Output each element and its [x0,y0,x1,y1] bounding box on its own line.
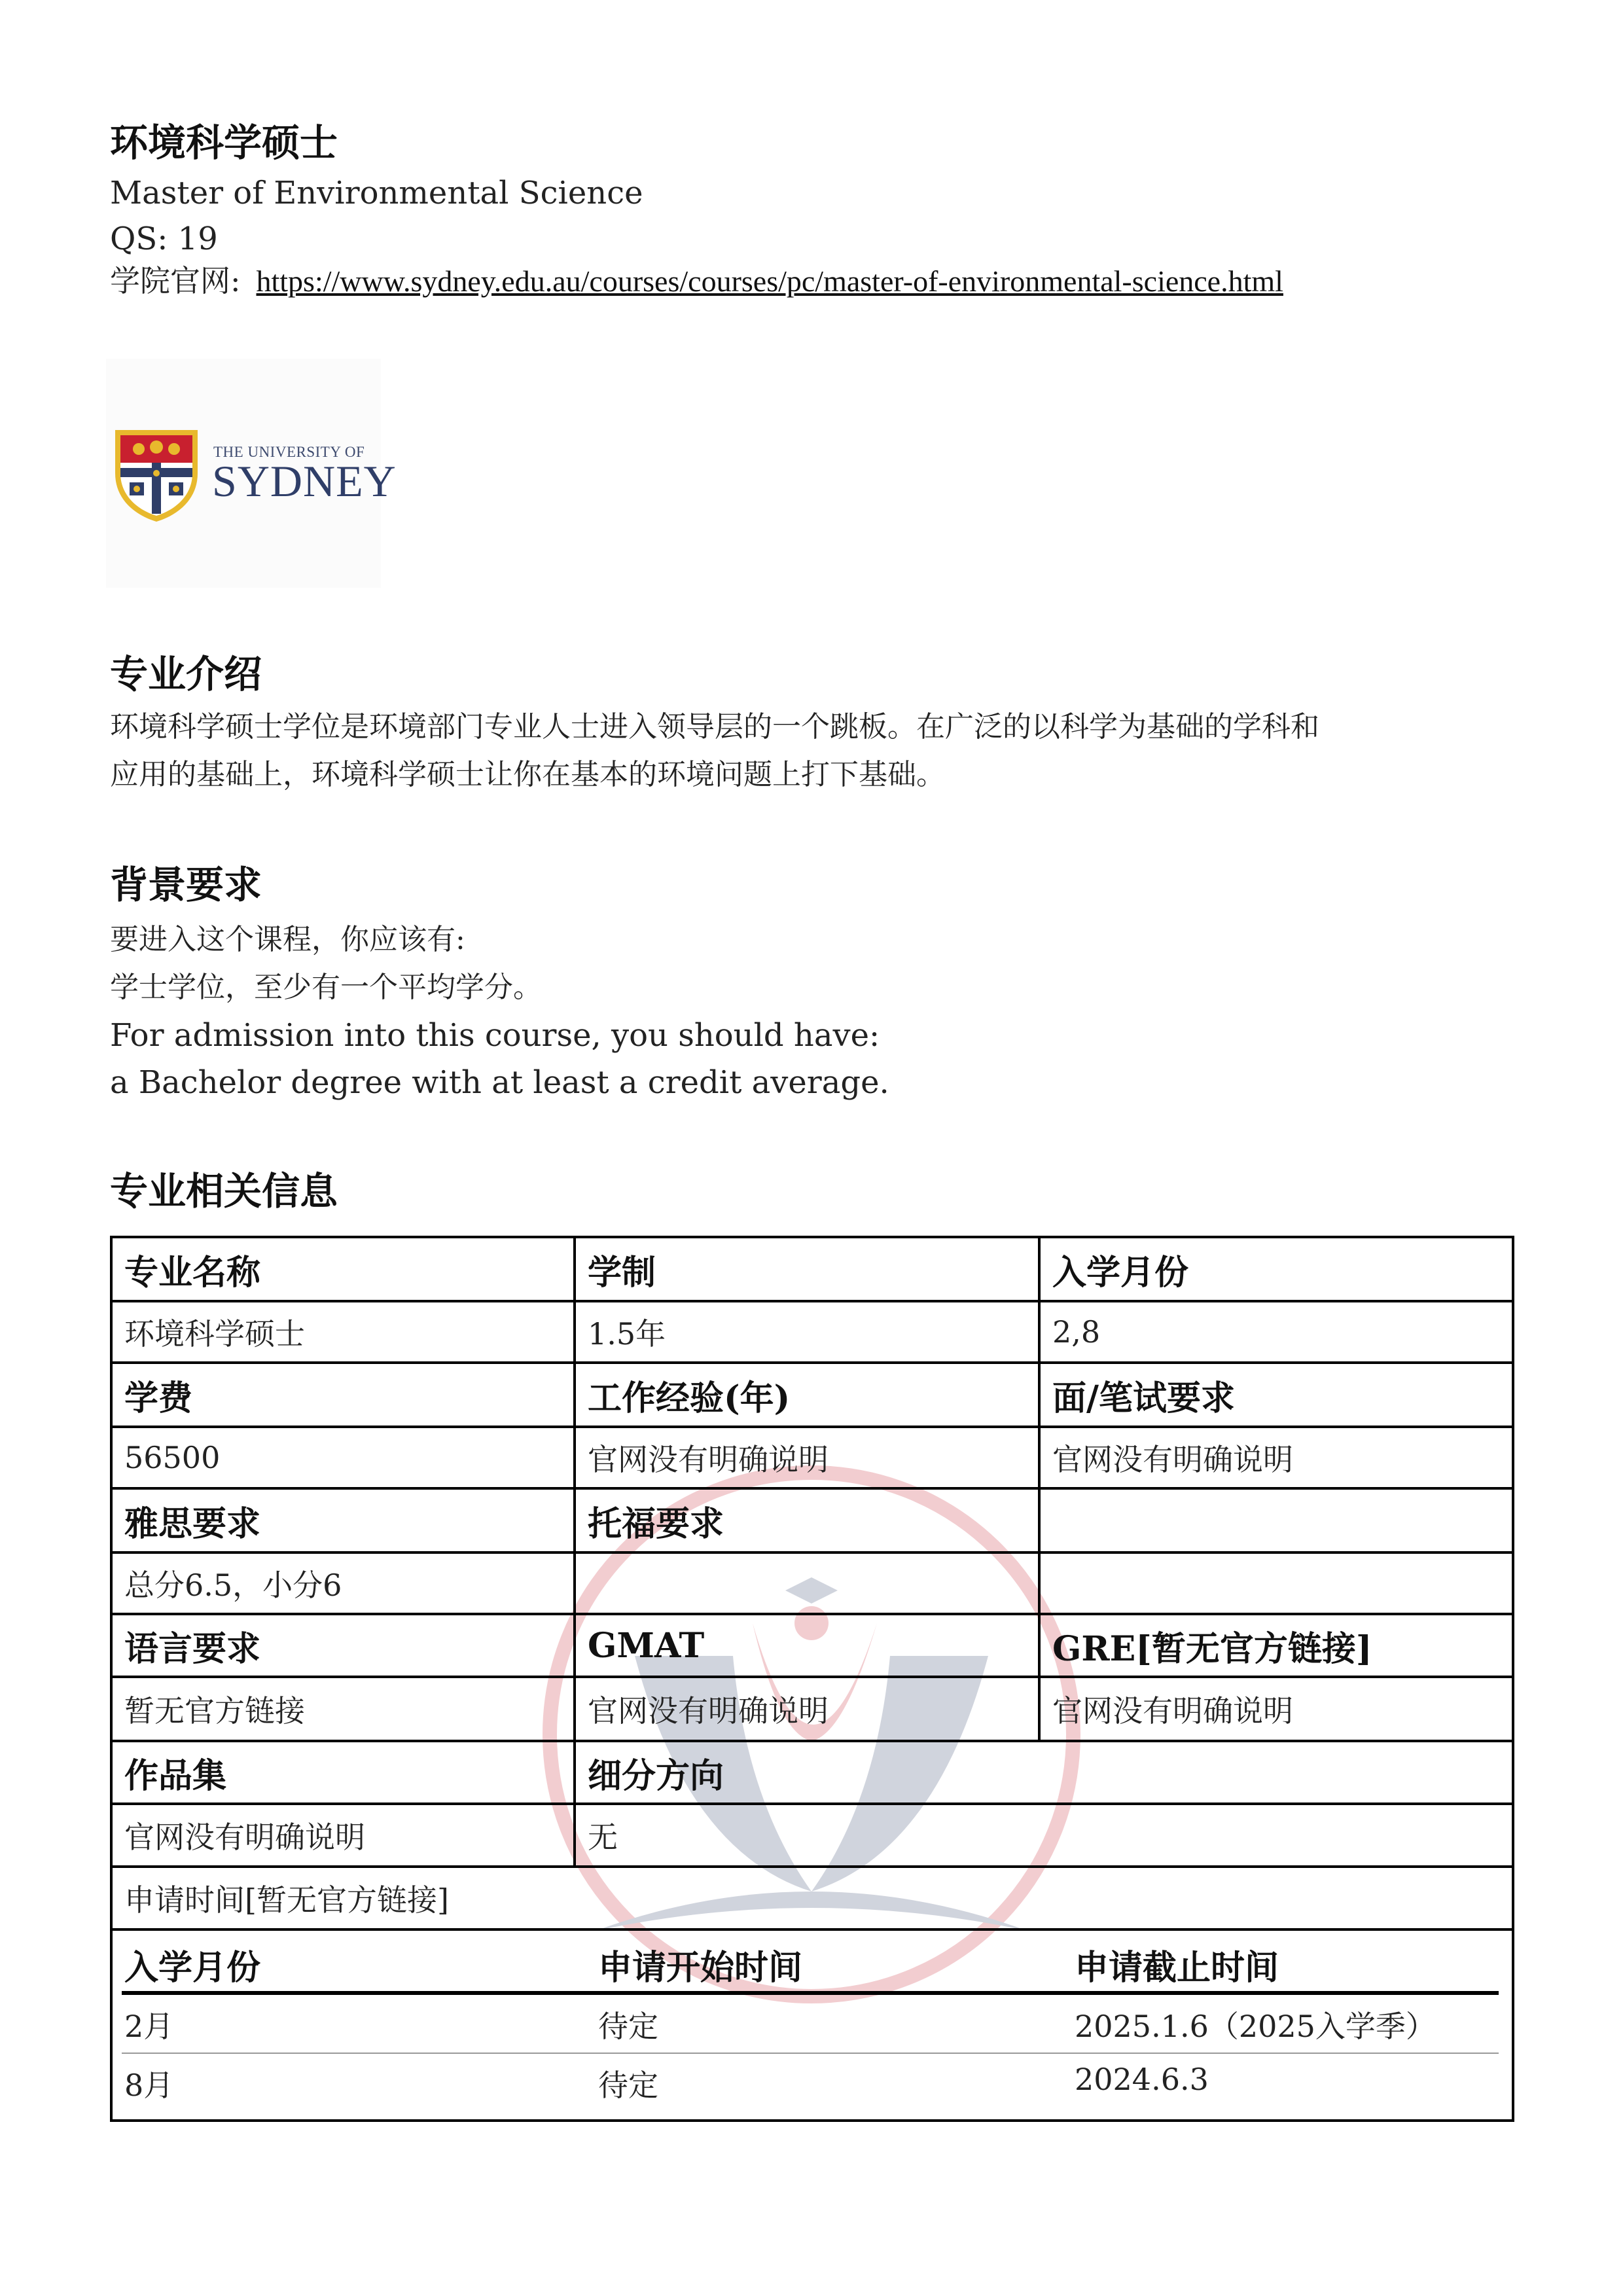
school-website-link[interactable]: https://www.sydney.edu.au/courses/courses/pc/master-of-environmental-science.html [256,264,1283,298]
cell-portfolio: 官网没有明确说明 [124,1820,365,1855]
header-cell-portfolio: 作品集 [124,1755,227,1796]
header-cell-program-name: 专业名称 [124,1252,261,1293]
header-cell-ielts: 雅思要求 [124,1503,261,1544]
qs-ranking: QS: 19 [110,221,218,257]
cell-gmat: 官网没有明确说明 [588,1693,829,1729]
header-cell-empty [1041,1490,1512,1551]
cell-duration: 1.5年 [588,1316,666,1352]
university-crest-icon [113,427,200,523]
apply-header-open: 申请开始时间 [598,1948,803,1988]
background-heading: 背景要求 [110,863,262,907]
cell-gre: 官网没有明确说明 [1052,1693,1293,1729]
cell-interview: 官网没有明确说明 [1052,1442,1293,1477]
cell-program-name: 环境科学硕士 [124,1316,305,1352]
apply-header-deadline: 申请截止时间 [1075,1948,1279,1988]
apply-row-open: 待定 [598,2009,658,2044]
university-logo [106,359,397,588]
apply-header-rule [122,1991,1499,1995]
cell-language: 暂无官方链接 [124,1693,305,1729]
apply-row-intake: 2月 [124,2009,174,2044]
background-line: For admission into this course, you should have: [110,1017,880,1054]
header-cell-work-experience: 工作经验(年) [588,1378,791,1418]
info-heading: 专业相关信息 [110,1169,338,1213]
cell-intake-month: 2,8 [1052,1314,1101,1350]
program-info-table [110,1236,1514,2122]
cell-empty [1041,1554,1512,1613]
header-cell-specialization: 细分方向 [588,1755,724,1796]
header-cell-interview: 面/笔试要求 [1052,1378,1235,1418]
apply-header-intake: 入学月份 [124,1948,261,1988]
header-cell-toefl: 托福要求 [588,1503,724,1544]
header-cell-language: 语言要求 [124,1628,261,1669]
header-cell-gre: GRE[暂无官方链接] [1052,1628,1372,1669]
apply-time-label: 申请时间[暂无官方链接] [124,1882,449,1918]
background-line: 要进入这个课程，你应该有: [110,923,465,956]
intro-paragraph [110,703,1319,798]
intro-line: 应用的基础上，环境科学硕士让你在基本的环境问题上打下基础。 [110,758,945,791]
school-website-label: 学院官网: [110,263,241,298]
cell-tuition: 56500 [124,1440,221,1475]
header-cell-intake-month: 入学月份 [1052,1252,1189,1293]
cell-work-experience: 官网没有明确说明 [588,1442,829,1477]
apply-row-open: 待定 [598,2068,658,2103]
background-line: 学士学位，至少有一个平均学分。 [110,971,542,1004]
intro-line: 环境科学硕士学位是环境部门专业人士进入领导层的一个跳板。在广泛的以科学为基础的学科和 [110,710,1319,744]
cell-ielts: 总分6.5，小分6 [124,1568,342,1603]
header-cell-gmat: GMAT [588,1625,705,1666]
apply-row-rule [122,2053,1499,2054]
school-website-row [110,259,1283,303]
cell-specialization: 无 [588,1820,618,1855]
logo-text-sydney: SYDNEY [212,456,397,506]
logo-text-small: THE UNIVERSITY OF [213,444,365,460]
row-divider [113,1928,1512,1931]
intro-heading: 专业介绍 [110,652,262,696]
cell-toefl [576,1554,1038,1613]
header-cell-duration: 学制 [588,1252,656,1293]
background-line: a Bachelor degree with at least a credit average. [110,1064,889,1101]
apply-row-deadline: 2024.6.3 [1075,2062,1209,2097]
program-title-cn: 环境科学硕士 [110,120,338,165]
program-title-en: Master of Environmental Science [110,175,643,211]
apply-row-intake: 8月 [124,2068,174,2103]
apply-row-deadline: 2025.1.6（2025入学季） [1075,2009,1436,2044]
header-cell-tuition: 学费 [124,1378,193,1418]
